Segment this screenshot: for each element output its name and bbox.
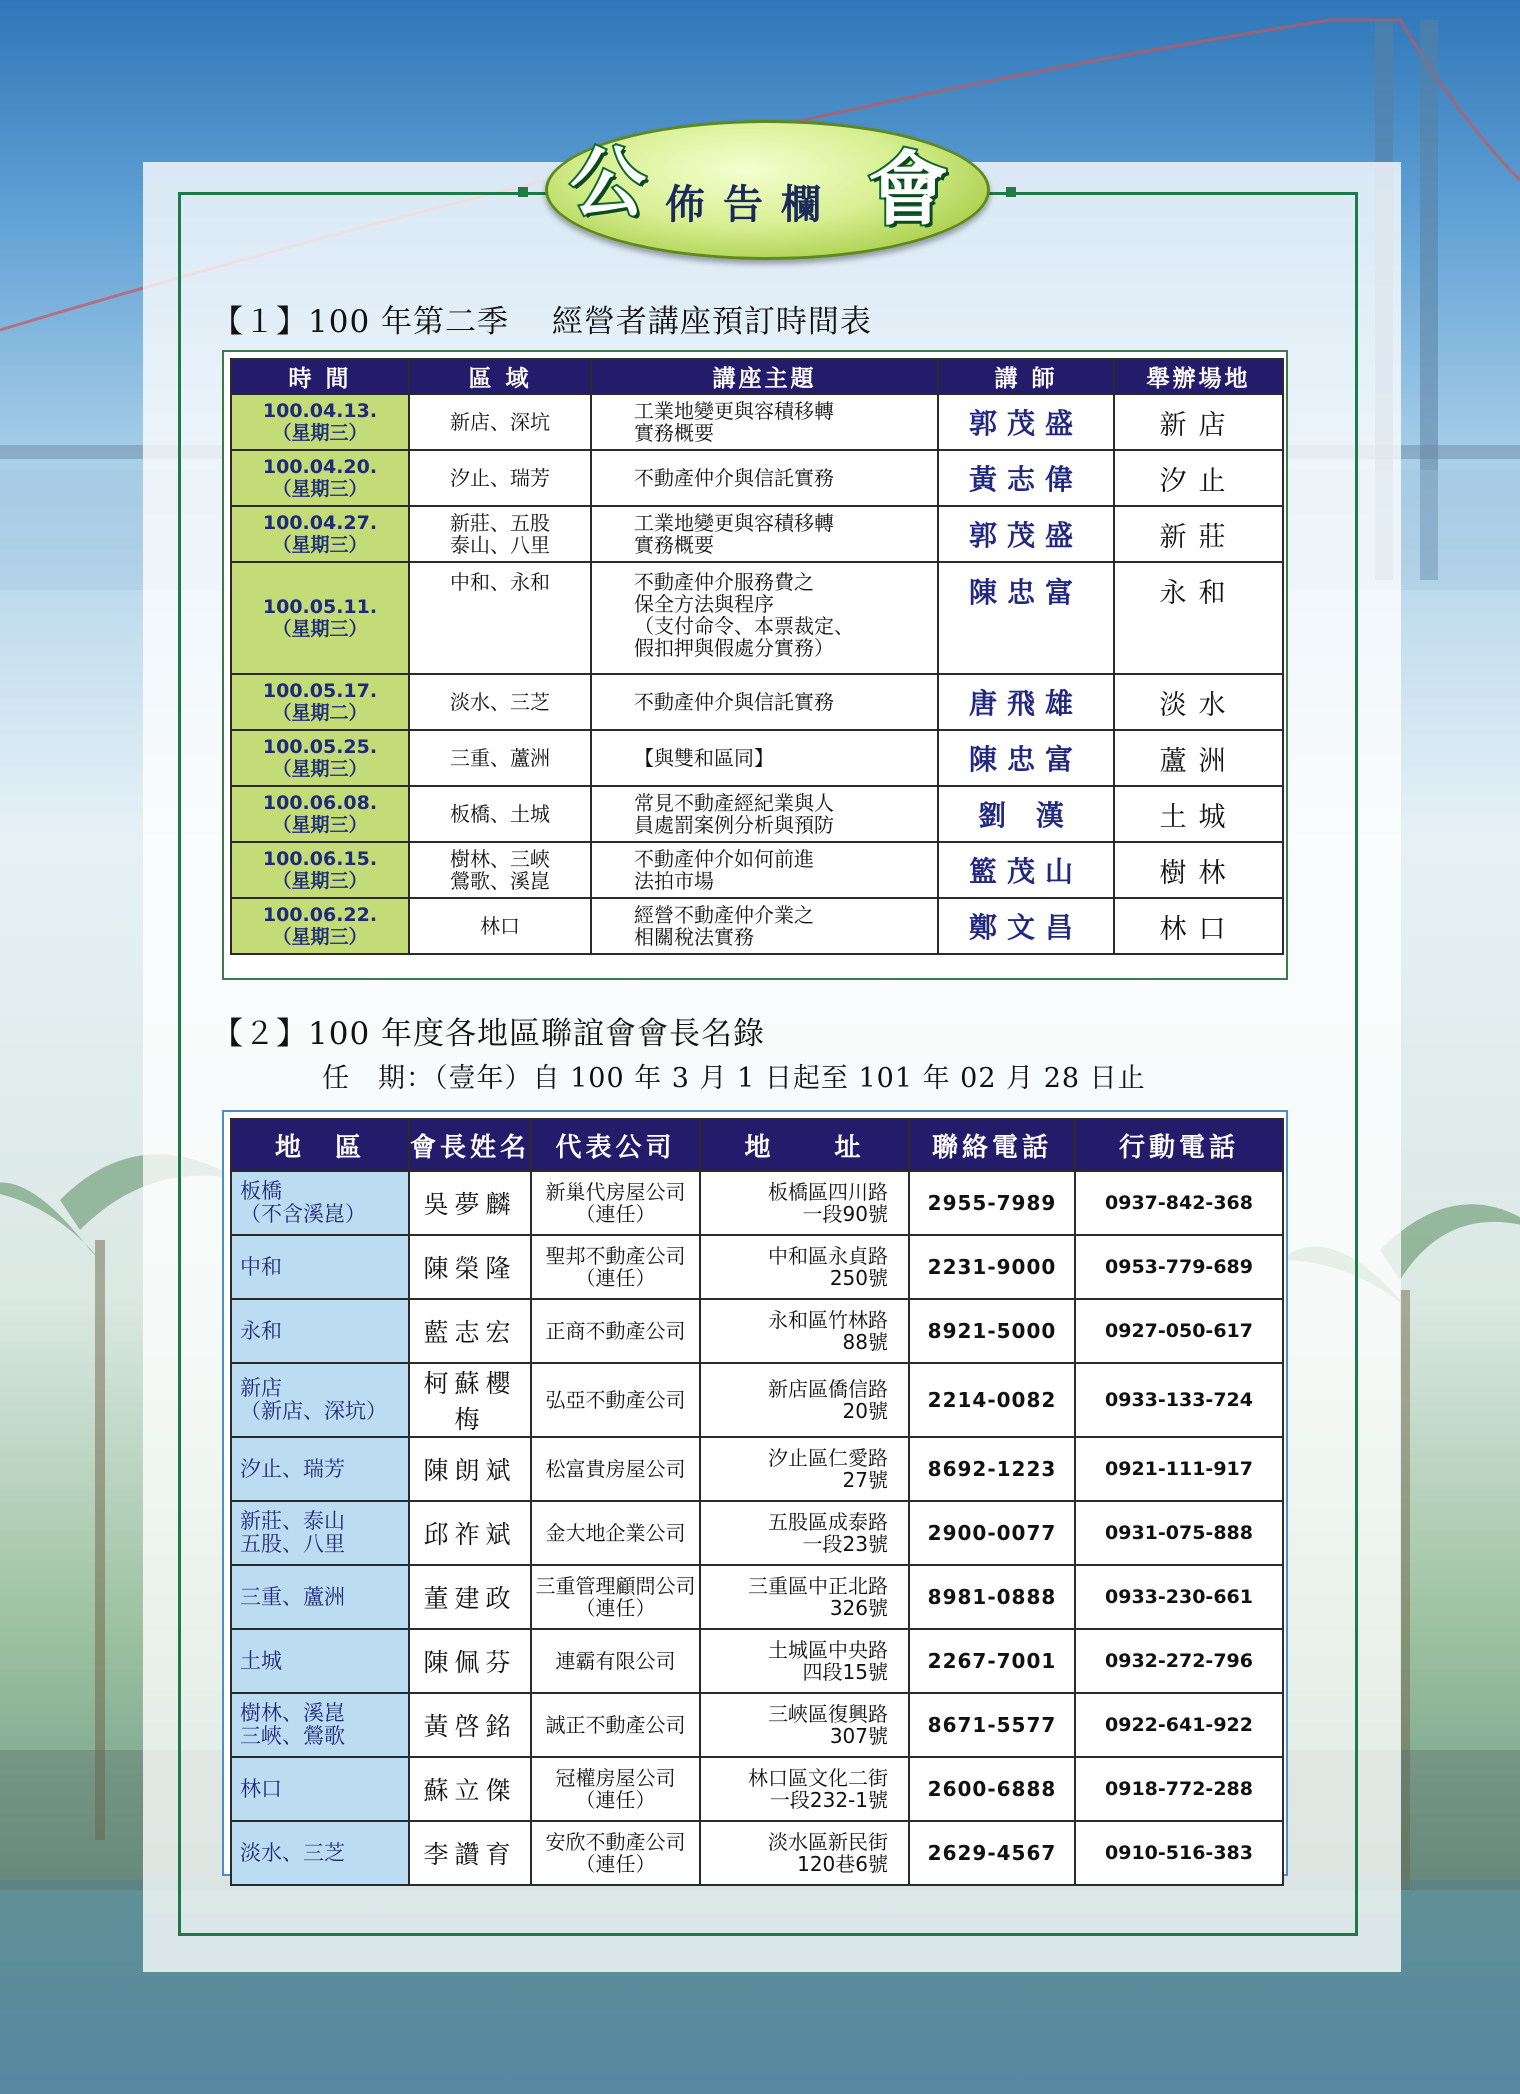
president-region: 新店 （新店、深坑） [231,1363,409,1437]
lecture-topic: 經營不動產仲介業之 相關稅法實務 [591,898,938,954]
lecture-venue: 土城 [1114,786,1283,842]
lecture-schedule-table [230,358,1284,955]
president-phone: 2267-7001 [909,1629,1075,1693]
president-region: 中和 [231,1235,409,1299]
president-mobile: 0921-111-917 [1075,1437,1283,1501]
lecture-row [231,786,1283,842]
lecture-lecturer: 郭茂盛 [938,506,1114,562]
header-time: 時 間 [231,359,409,394]
president-phone: 8671-5577 [909,1693,1075,1757]
lecture-row [231,674,1283,730]
president-phone: 2955-7989 [909,1171,1075,1235]
president-region: 板橋 （不含溪崑） [231,1171,409,1235]
president-row [231,1821,1283,1885]
president-company: 冠權房屋公司 （連任） [531,1757,700,1821]
president-row [231,1363,1283,1437]
section1-title: 【１】100 年第二季 經營者講座預訂時間表 [212,304,872,340]
header-area: 區 域 [409,359,591,394]
president-row [231,1757,1283,1821]
president-region: 淡水、三芝 [231,1821,409,1885]
lecture-lecturer: 陳忠富 [938,730,1114,786]
president-name: 李讚育 [409,1821,531,1885]
president-row [231,1235,1283,1299]
lecture-venue: 淡水 [1114,674,1283,730]
president-address: 永和區竹林路 88號 [700,1299,909,1363]
lecture-lecturer: 唐飛雄 [938,674,1114,730]
president-address: 新店區僑信路 20號 [700,1363,909,1437]
lecture-topic: 【與雙和區同】 [591,730,938,786]
header-address: 地 址 [700,1119,909,1171]
president-address: 淡水區新民街 120巷6號 [700,1821,909,1885]
president-region: 林口 [231,1757,409,1821]
lecture-row [231,506,1283,562]
president-address: 三峽區復興路 307號 [700,1693,909,1757]
president-region: 汐止、瑞芳 [231,1437,409,1501]
lecture-area: 板橋、土城 [409,786,591,842]
president-row [231,1171,1283,1235]
president-name: 邱祚斌 [409,1501,531,1565]
lecture-row [231,842,1283,898]
lecture-lecturer: 黃志偉 [938,450,1114,506]
header-company: 代表公司 [531,1119,700,1171]
president-region: 樹林、溪崑 三峽、鶯歌 [231,1693,409,1757]
lecture-topic: 工業地變更與容積移轉 實務概要 [591,506,938,562]
president-mobile: 0953-779-689 [1075,1235,1283,1299]
header-region: 地 區 [231,1119,409,1171]
president-address: 五股區成泰路 一段23號 [700,1501,909,1565]
frame-ornament-right [1006,187,1016,197]
lecture-date: 100.05.11. （星期三） [231,562,409,674]
president-region: 土城 [231,1629,409,1693]
president-region: 三重、蘆洲 [231,1565,409,1629]
lecture-area: 三重、蘆洲 [409,730,591,786]
president-company: 松富貴房屋公司 [531,1437,700,1501]
header-phone: 聯絡電話 [909,1119,1075,1171]
lecture-date: 100.05.17. （星期二） [231,674,409,730]
president-name: 藍志宏 [409,1299,531,1363]
president-company: 弘亞不動產公司 [531,1363,700,1437]
lecture-row [231,394,1283,450]
section2-title: 【２】100 年度各地區聯誼會會長名錄 [212,1016,766,1052]
president-row [231,1629,1283,1693]
lecture-lecturer: 郭茂盛 [938,394,1114,450]
lecture-date: 100.06.15. （星期三） [231,842,409,898]
lecture-lecturer: 籃茂山 [938,842,1114,898]
section2-subtitle: 任 期：（壹年）自 100 年 3 月 1 日起至 101 年 02 月 28 日止 [322,1063,1146,1094]
lecture-row [231,562,1283,674]
lecture-venue: 林口 [1114,898,1283,954]
lecture-area: 淡水、三芝 [409,674,591,730]
lecture-area: 樹林、三峽 鶯歌、溪崑 [409,842,591,898]
header-president-name: 會長姓名 [409,1119,531,1171]
lecture-venue: 蘆洲 [1114,730,1283,786]
president-row [231,1437,1283,1501]
presidents-table-wrap [222,1110,1288,1876]
president-mobile: 0933-133-724 [1075,1363,1283,1437]
president-company: 連霸有限公司 [531,1629,700,1693]
header-venue: 舉辦場地 [1114,359,1283,394]
presidents-header-row [231,1119,1283,1171]
president-row [231,1693,1283,1757]
badge-char-right: 會 [868,142,948,236]
header-topic: 講座主題 [591,359,938,394]
lecture-area: 林口 [409,898,591,954]
president-company: 聖邦不動產公司 （連任） [531,1235,700,1299]
president-mobile: 0933-230-661 [1075,1565,1283,1629]
president-mobile: 0910-516-383 [1075,1821,1283,1885]
lecture-venue: 永和 [1114,562,1283,674]
president-company: 正商不動產公司 [531,1299,700,1363]
president-mobile: 0932-272-796 [1075,1629,1283,1693]
president-region: 新莊、泰山 五股、八里 [231,1501,409,1565]
president-company: 三重管理顧問公司 （連任） [531,1565,700,1629]
president-phone: 2900-0077 [909,1501,1075,1565]
lecture-topic: 不動產仲介與信託實務 [591,450,938,506]
president-address: 中和區永貞路 250號 [700,1235,909,1299]
president-name: 蘇立傑 [409,1757,531,1821]
president-mobile: 0918-772-288 [1075,1757,1283,1821]
lecture-venue: 汐止 [1114,450,1283,506]
frame-ornament-left [518,187,528,197]
lecture-area: 汐止、瑞芳 [409,450,591,506]
president-phone: 2231-9000 [909,1235,1075,1299]
president-company: 安欣不動產公司 （連任） [531,1821,700,1885]
president-address: 土城區中央路 四段15號 [700,1629,909,1693]
president-phone: 8921-5000 [909,1299,1075,1363]
lecture-venue: 新莊 [1114,506,1283,562]
lecture-date: 100.05.25. （星期三） [231,730,409,786]
president-phone: 2629-4567 [909,1821,1075,1885]
president-company: 金大地企業公司 [531,1501,700,1565]
president-name: 陳榮隆 [409,1235,531,1299]
header-mobile: 行動電話 [1075,1119,1283,1171]
president-name: 吳夢麟 [409,1171,531,1235]
lecture-topic: 工業地變更與容積移轉 實務概要 [591,394,938,450]
lecture-area: 中和、永和 [409,562,591,674]
president-mobile: 0922-641-922 [1075,1693,1283,1757]
header-lecturer: 講 師 [938,359,1114,394]
lecture-date: 100.04.13. （星期三） [231,394,409,450]
president-company: 誠正不動產公司 [531,1693,700,1757]
badge-title: 佈告欄 [665,182,839,228]
lecture-header-row [231,359,1283,394]
president-address: 板橋區四川路 一段90號 [700,1171,909,1235]
president-phone: 2600-6888 [909,1757,1075,1821]
lecture-row [231,450,1283,506]
lecture-topic: 不動產仲介服務費之 保全方法與程序 （支付命令、本票裁定、 假扣押與假處分實務） [591,562,938,674]
president-row [231,1501,1283,1565]
president-phone: 8981-0888 [909,1565,1075,1629]
lecture-topic: 常見不動產經紀業與人 員處罰案例分析與預防 [591,786,938,842]
president-address: 三重區中正北路 326號 [700,1565,909,1629]
lecture-date: 100.06.08. （星期三） [231,786,409,842]
president-row [231,1565,1283,1629]
lecture-lecturer: 劉 漢 [938,786,1114,842]
president-mobile: 0927-050-617 [1075,1299,1283,1363]
lecture-lecturer: 陳忠富 [938,562,1114,674]
president-mobile: 0937-842-368 [1075,1171,1283,1235]
president-phone: 8692-1223 [909,1437,1075,1501]
lecture-schedule-table-wrap [222,350,1288,980]
president-name: 黃啓銘 [409,1693,531,1757]
badge-char-left: 公 [570,138,646,227]
president-company: 新巢代房屋公司 （連任） [531,1171,700,1235]
lecture-topic: 不動產仲介與信託實務 [591,674,938,730]
president-address: 林口區文化二街 一段232-1號 [700,1757,909,1821]
lecture-lecturer: 鄭文昌 [938,898,1114,954]
lecture-area: 新莊、五股 泰山、八里 [409,506,591,562]
lecture-date: 100.04.27. （星期三） [231,506,409,562]
lecture-date: 100.04.20. （星期三） [231,450,409,506]
lecture-venue: 樹林 [1114,842,1283,898]
lecture-row [231,730,1283,786]
lecture-area: 新店、深坑 [409,394,591,450]
lecture-venue: 新店 [1114,394,1283,450]
president-name: 董建政 [409,1565,531,1629]
president-name: 柯蘇櫻梅 [409,1363,531,1437]
president-address: 汐止區仁愛路 27號 [700,1437,909,1501]
presidents-table [230,1118,1284,1886]
president-phone: 2214-0082 [909,1363,1075,1437]
lecture-date: 100.06.22. （星期三） [231,898,409,954]
lecture-row [231,898,1283,954]
lecture-topic: 不動產仲介如何前進 法拍市場 [591,842,938,898]
president-name: 陳佩芬 [409,1629,531,1693]
president-mobile: 0931-075-888 [1075,1501,1283,1565]
president-row [231,1299,1283,1363]
president-name: 陳朗斌 [409,1437,531,1501]
bulletin-badge [545,120,990,260]
president-region: 永和 [231,1299,409,1363]
